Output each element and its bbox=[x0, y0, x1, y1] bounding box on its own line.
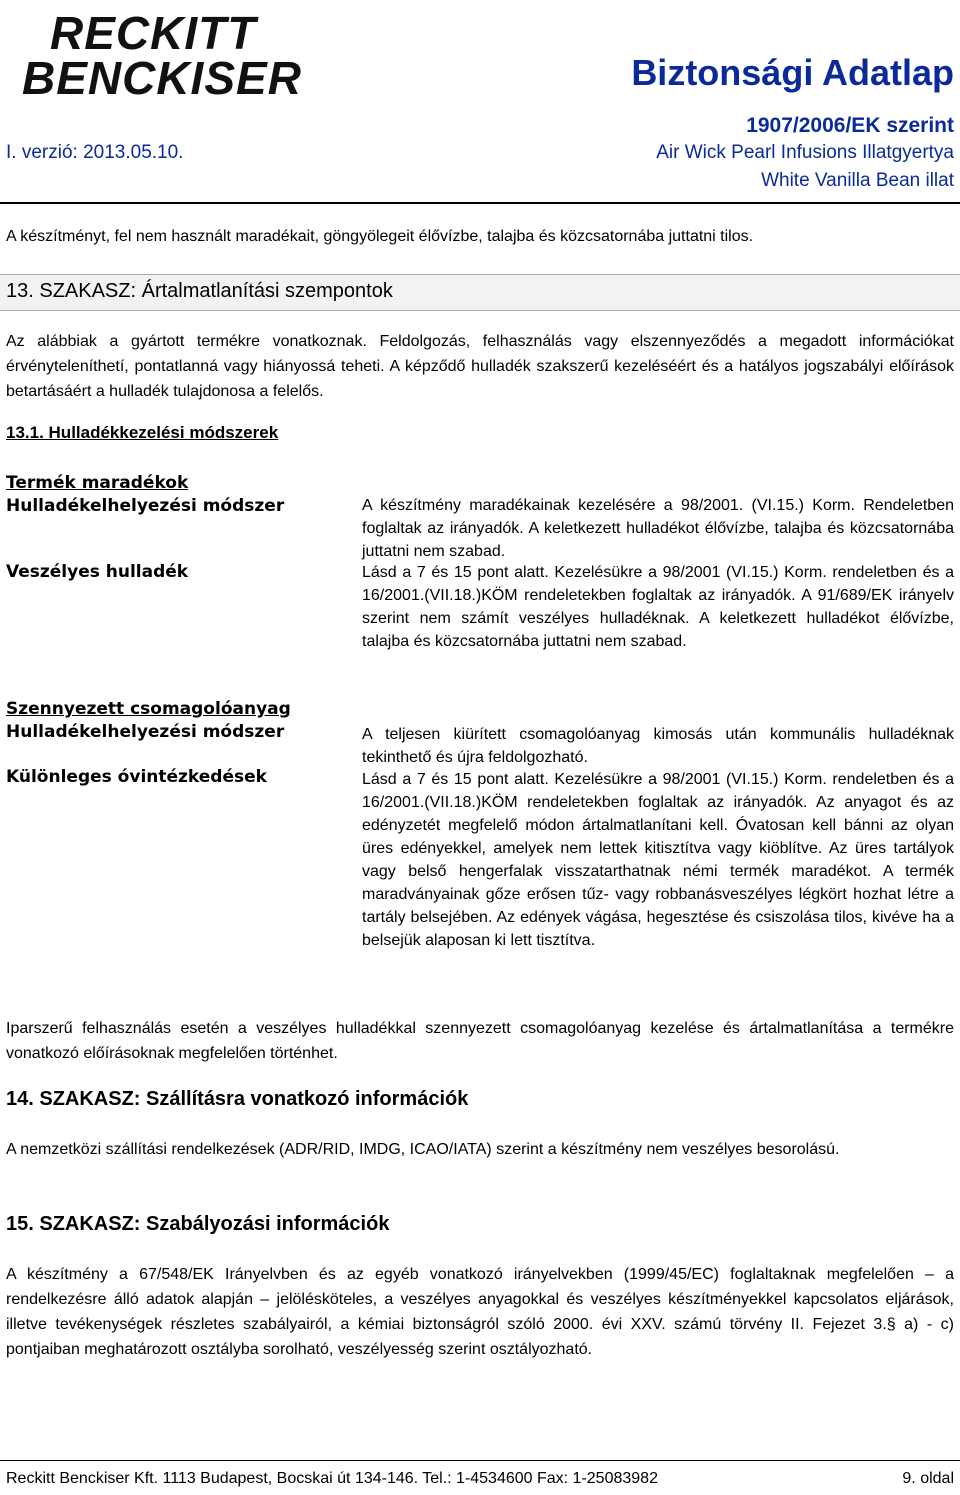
section-15-title: 15. SZAKASZ: Szabályozási információk bbox=[6, 1213, 390, 1235]
product-name: Air Wick Pearl Infusions Illatgyertya bbox=[656, 142, 954, 163]
version-text: I. verzió: 2013.05.10. bbox=[6, 142, 184, 163]
precautions-label: Különleges óvintézkedések bbox=[6, 767, 267, 787]
industrial-use-text: Iparszerű felhasználás esetén a veszélyes hulladékkal szennyezett csomagolóanyag kezelése és ártalmatlanítása a termékre vonatkozó előírásoknak megfelelően történhet. bbox=[6, 1020, 954, 1062]
product-residue-heading: Termék maradékok bbox=[6, 473, 189, 493]
section-13-intro: Az alábbiak a gyártott termékre vonatkoznak. Feldolgozás, felhasználás vagy elszennyeződés a megadott információkat érvényteleníthetí, pontatlanná vagy hiányossá teheti. A képződő hulladék szakszerű kezeléséért és a hatályos jogszabályi előírások betartásáért a hulladék tulajdonosa a felelős. bbox=[6, 333, 954, 400]
precautions-text: Lásd a 7 és 15 pont alatt. Kezelésükre a 98/2001 (VI.15.) Korm. rendeletben és a 16/2001.(VII.18.)KÖM rendeletekben foglaltak az irányadók. Az anyagot és az edényzetét megfelelő módon ártalmatlanítani kell. Óvatosan kell bánni az olyan üres edényekkel, amelyek nem lettek kitisztítva vagy kiöblítve. Az üres tartályok vagy belső hengerfalak visszatarthatnak némi termék maradékot. A termék maradványainak gőze erősen tűz- vagy robbanásveszélyes légkört hozhat létre a tartály belsejében. Az edények vágása, hegesztése és csiszolása tilos, kivéve ha a belsejük alaposan ki lett tisztítva. bbox=[362, 771, 954, 949]
intro-text: A készítményt, fel nem használt maradékait, göngyölegeit élővízbe, talajba és közcsatornába juttatni tilos. bbox=[6, 228, 754, 245]
disposal-method-text: A készítmény maradékainak kezelésére a 98/2001. (VI.15.) Korm. Rendeletben foglaltak az irányadók. A keletkezett hulladékot élővízbe, talajba és közcsatornába juttatni nem szabad. bbox=[362, 497, 954, 560]
hazardous-waste-text: Lásd a 7 és 15 pont alatt. Kezelésükre a 98/2001 (VI.15.) Korm. rendeletben és a 16/2001.(VII.18.)KÖM rendeletekben foglaltak az irányadók. A 91/689/EK irányelv szerint nem számít veszélyes hulladéknak. A keletkezett hulladékot élővízbe, talajba és közcsatornába juttatni nem szabad. bbox=[362, 564, 954, 650]
logo-line-1: RECKITT bbox=[50, 7, 257, 59]
packaging-disposal-label: Hulladékelhelyezési módszer bbox=[6, 722, 285, 742]
footer-page-number: 9. oldal bbox=[902, 1470, 954, 1487]
section-13-title: 13. SZAKASZ: Ártalmatlanítási szempontok bbox=[6, 280, 393, 302]
product-variant: White Vanilla Bean illat bbox=[761, 170, 954, 191]
packaging-heading: Szennyezett csomagolóanyag bbox=[6, 699, 291, 719]
section-15-text: A készítmény a 67/548/EK Irányelvben és az egyéb vonatkozó irányelvekben (1999/45/EC) foglaltaknak megfelelően – a rendelkezésre álló adatok alapján – jelölésköteles, a veszélyes anyagokkal és veszélyes készítményekkel kapcsolatos eljárások, illetve tevékenységek részletes szabályairól, a kémiai biztonságról szóló 2000. évi XXV. számú törvény II. Fejezet 3.§ a) - c) pontjaiban meghatározott osztályba sorolható, veszélyesség szerint osztályozható. bbox=[6, 1266, 954, 1358]
section-14-title: 14. SZAKASZ: Szállításra vonatkozó információk bbox=[6, 1088, 469, 1110]
regulation-text: 1907/2006/EK szerint bbox=[746, 114, 954, 137]
disposal-method-label: Hulladékelhelyezési módszer bbox=[6, 496, 285, 516]
hazardous-waste-label: Veszélyes hulladék bbox=[6, 562, 189, 582]
logo-line-2: BENCKISER bbox=[22, 52, 302, 104]
document-title: Biztonsági Adatlap bbox=[631, 52, 954, 93]
footer-divider bbox=[0, 1460, 960, 1461]
section-14-text: A nemzetközi szállítási rendelkezések (ADR/RID, IMDG, ICAO/IATA) szerint a készítmény nem veszélyes besorolású. bbox=[6, 1141, 840, 1158]
footer-company: Reckitt Benckiser Kft. 1113 Budapest, Bocskai út 134-146. Tel.: 1-4534600 Fax: 1-25083982 bbox=[6, 1470, 658, 1487]
packaging-disposal-text: A teljesen kiürített csomagolóanyag kimosás után kommunális hulladéknak tekinthető és újra feldolgozható. bbox=[362, 726, 954, 766]
section-13-1-title: 13.1. Hulladékkezelési módszerek bbox=[6, 423, 279, 442]
header-divider bbox=[0, 202, 960, 204]
footer bbox=[6, 1470, 954, 1488]
